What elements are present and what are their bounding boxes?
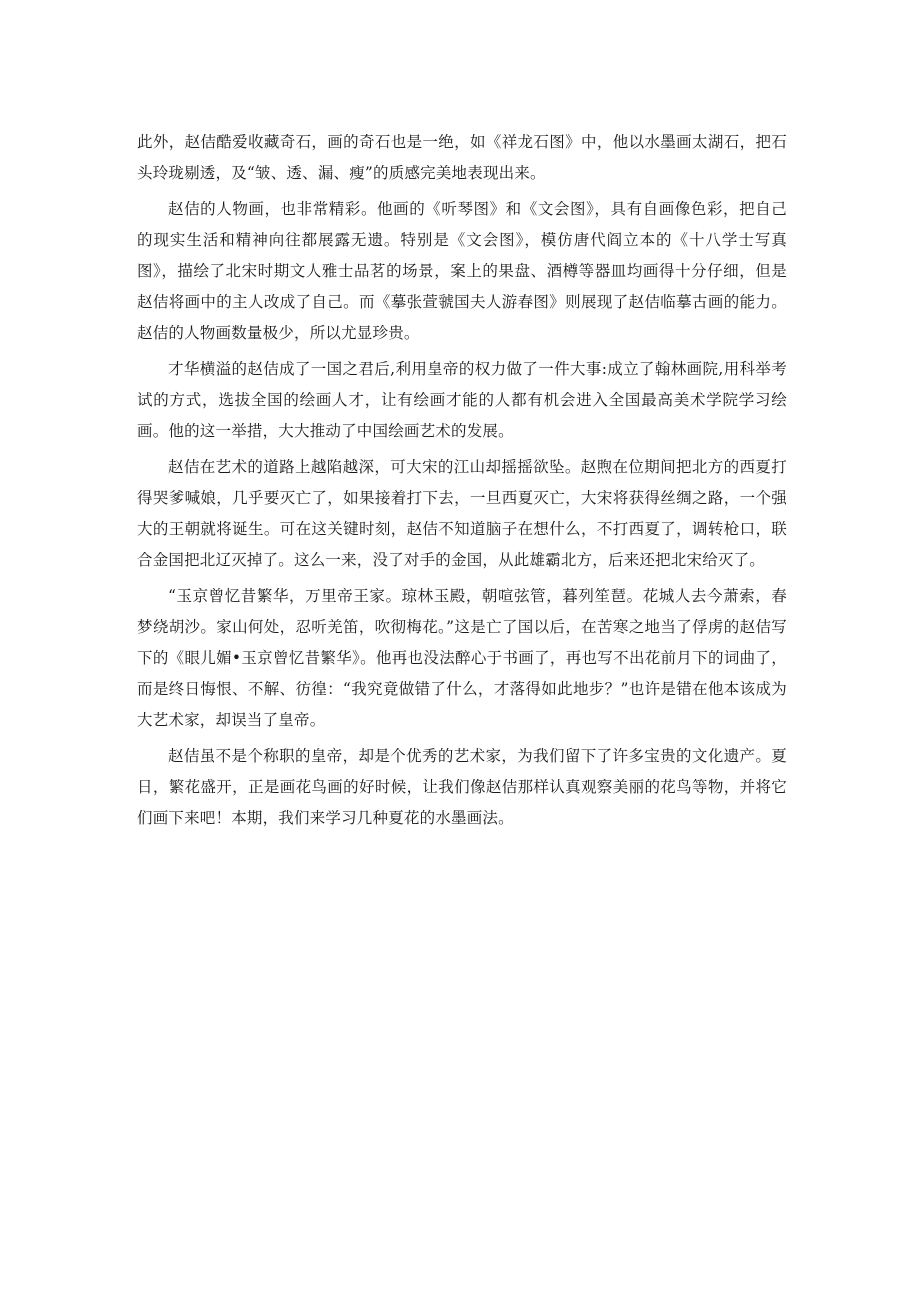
paragraph-2: 赵佶的人物画，也非常精彩。他画的《听琴图》和《文会图》，具有自画像色彩，把自己的现实生活和精神向往都展露无遗。特别是《文会图》，模仿唐代阎立本的《十八学士写真图》，描绘了北宋时期文人雅士品茗的场景，案上的果盘、酒樽等器皿均画得十分仔细，但是赵佶将画中的主人改成了自己。而《摹张萱虢国夫人游春图》则展现了赵佶临摹古画的能力。赵佶的人物画数量极少，所以尤显珍贵。 (137, 200, 787, 342)
paragraph-1: 此外，赵佶酷爱收藏奇石，画的奇石也是一绝，如《祥龙石图》中，他以水墨画太湖石，把石头玲珑剔透，及“皱、透、漏、瘦”的质感完美地表现出来。 (137, 133, 787, 182)
paragraph-5: “玉京曾忆昔繁华，万里帝王家。琼林玉殿，朝喧弦管，暮列笙琶。花城人去今萧索，春梦绕胡沙。家山何处，忍听羌笛，吹彻梅花。”这是亡了国以后，在苦寒之地当了俘虏的赵佶写下的《眼儿媚•玉京曾忆昔繁华》。他再也没法醉心于书画了，再也写不出花前月下的词曲了，而是终日悔恨、不解、彷徨：“我究竟做错了什么，才落得如此地步？”也许是错在他本该成为大艺术家，却误当了皇帝。 (137, 587, 787, 729)
paragraph-6: 赵佶虽不是个称职的皇帝，却是个优秀的艺术家，为我们留下了许多宝贵的文化遗产。夏日，繁花盛开，正是画花鸟画的好时候，让我们像赵佶那样认真观察美丽的花鸟等物，并将它们画下来吧！本期，我们来学习几种夏花的水墨画法。 (137, 747, 787, 827)
article-body (137, 127, 787, 839)
paragraph-3: 才华横溢的赵佶成了一国之君后,利用皇帝的权力做了一件大事:成立了翰林画院,用科举考试的方式，选拔全国的绘画人才，让有绘画才能的人都有机会进入全国最高美术学院学习绘画。他的这一举措，大大推动了中国绘画艺术的发展。 (137, 360, 787, 440)
paragraph-4: 赵佶在艺术的道路上越陷越深，可大宋的江山却摇摇欲坠。赵煦在位期间把北方的西夏打得哭爹喊娘，几乎要灭亡了，如果接着打下去，一旦西夏灭亡，大宋将获得丝绸之路，一个强大的王朝就将诞生。可在这关键时刻，赵佶不知道脑子在想什么，不打西夏了，调转枪口，联合金国把北辽灭掉了。这么一来，没了对手的金国，从此雄霸北方，后来还把北宋给灭了。 (137, 458, 787, 569)
